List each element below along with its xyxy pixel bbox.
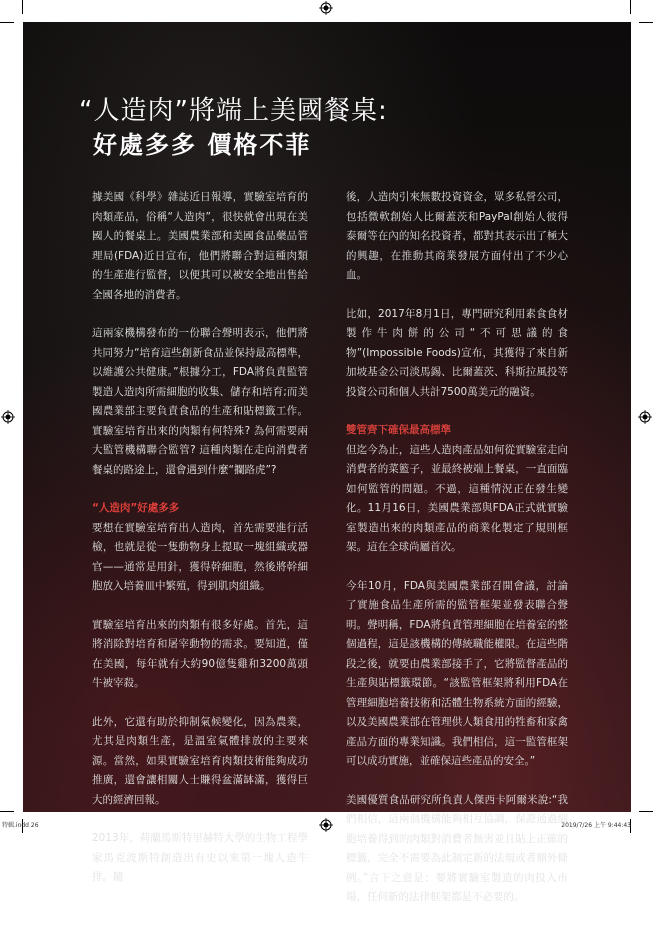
left-paragraph-3: 要想在實驗室培育出人造肉，首先需要進行活檢，也就是從一隻動物身上提取一塊組織或器官——通常是用針，獲得幹細胞，然後將幹細胞放入培養皿中繁殖，得到肌肉組織。 xyxy=(92,521,308,592)
title-line-2: 好處多多 價格不菲 xyxy=(93,131,312,159)
title-line-1: “人造肉”將端上美國餐桌: xyxy=(79,96,388,126)
crop-mark-top-right xyxy=(639,22,653,23)
right-paragraph-2: 比如，2017年8月1日，專門研究利用素食食材製作牛肉餅的公司“不可思議的食物”(Impossible Foods)宣布，其獲得了來自新加坡基金公司淡馬錫、比爾蓋茨、科斯拉風投等投資公司和個人共計7500萬美元的融資。 xyxy=(346,307,568,398)
left-paragraph-4: 實驗室培育出來的肉類有很多好處。首先，這將消除對培育和屠宰動物的需求。要知道，僅在美國，每年就有大約90億隻雞和3200萬頭牛被宰殺。 xyxy=(92,618,308,689)
right-paragraph-4: 今年10月，FDA與美國農業部召開會議，討論了實施食品生產所需的監管框架並發表聯合聲明。聲明稱，FDA將負責管理細胞在培養室的整個過程，這是該機構的傳統職能權限。在這些階段之後，就要由農業部接手了，它將監督產品的生產與貼標籤環節。“該監管框架將利用FDA在管理細胞培養技術和活體生物系統方面的經驗，以及美國農業部在管理供人類食用的牲畜和家禽產品方面的專業知識。我們相信，這一監管框架可以成功實施，並確保這些產品的安全。” xyxy=(346,579,568,767)
right-paragraph-1: 後，人造肉引來無數投資資金，眾多私營公司，包括微軟創始人比爾蓋茨和PayPal創始人彼得泰爾等在內的知名投資者，都對其表示出了極大的興趣，在推動其商業發展方面付出了不少心血。 xyxy=(346,191,568,281)
left-paragraph-1: 據美國《科學》雜誌近日報導，實驗室培育的肉類產品，俗稱“人造肉”，很快就會出現在美國人的餐桌上。美國農業部和美國食品藥品管理局(FDA)近日宣布，他們將聯合對這種肉類的生產進行監督，以便其可以被安全地出售給全國各地的消費者。 xyxy=(92,191,308,301)
crop-mark-top-left xyxy=(0,22,14,23)
right-column xyxy=(346,188,568,927)
registration-mark-right-icon xyxy=(638,410,652,424)
crop-mark-bottom-left xyxy=(0,811,14,812)
left-subheading: “人造肉”好處多多 xyxy=(92,502,180,514)
footer-file-slug: 特輯.indd 26 xyxy=(2,822,39,829)
article-title xyxy=(79,94,388,162)
footer-timestamp: 2019/7/26 上午 9:44:43 xyxy=(561,822,631,829)
crop-mark-top-right-v xyxy=(630,0,631,14)
right-paragraph-3: 但迄今為止，這些人造肉產品如何從實驗室走向消費者的菜籃子，並最終被端上餐桌，一直面臨如何監管的問題。不過，這種情況正在發生變化。11月16日，美國農業部與FDA正式就實驗室製造出來的肉類產品的商業化製定了規則框架。這在全球尚屬首次。 xyxy=(346,443,568,553)
left-paragraph-6: 2013年，荷蘭馬斯特里赫特大學的生物工程學家馬克波斯特創造出有史以來第一塊人造牛排。隨 xyxy=(92,832,308,883)
right-paragraph-5: 美國優質食品研究所負責人傑西卡阿爾米說:“我們相信，這兩個機構能夠相互協調，保證通過細胞培養得到的肉類對消費者無害並且貼上正確的標籤，完全不需要為此制定新的法規或者額外條例。”言下之意是：要將實驗室製造的肉投入市場，任何新的法律框架都是不必要的。 xyxy=(346,793,568,903)
left-paragraph-2: 這兩家機構發布的一份聯合聲明表示，他們將共同努力“培育這些創新食品並保持最高標準，以維護公共健康。”根據分工，FDA將負責監管製造人造肉所需細胞的收集、儲存和培育;而美國農業部主要負責食品的生產和貼標籤工作。實驗室培育出來的肉類有何特殊? 為何需要兩大監管機構聯合監管? 這種肉類在走向消費者餐桌的路途上，還會遇到什麼“攔路虎”? xyxy=(92,327,308,476)
left-column xyxy=(92,188,308,907)
right-subheading: 雙管齊下確保最高標準 xyxy=(346,424,451,436)
left-paragraph-5: 此外，它還有助於抑制氣候變化，因為農業，尤其是肉類生產，是溫室氣體排放的主要來源。當然，如果實驗室培育肉類技術能夠成功推廣，還會讓相關人士賺得盆滿缽滿，獲得巨大的經濟回報。 xyxy=(92,715,308,806)
crop-mark-top-left-v xyxy=(22,0,23,14)
crop-mark-bottom-right xyxy=(639,811,653,812)
registration-mark-left-icon xyxy=(1,410,15,424)
registration-mark-bottom-icon xyxy=(319,818,333,832)
registration-mark-top-icon xyxy=(319,1,333,15)
